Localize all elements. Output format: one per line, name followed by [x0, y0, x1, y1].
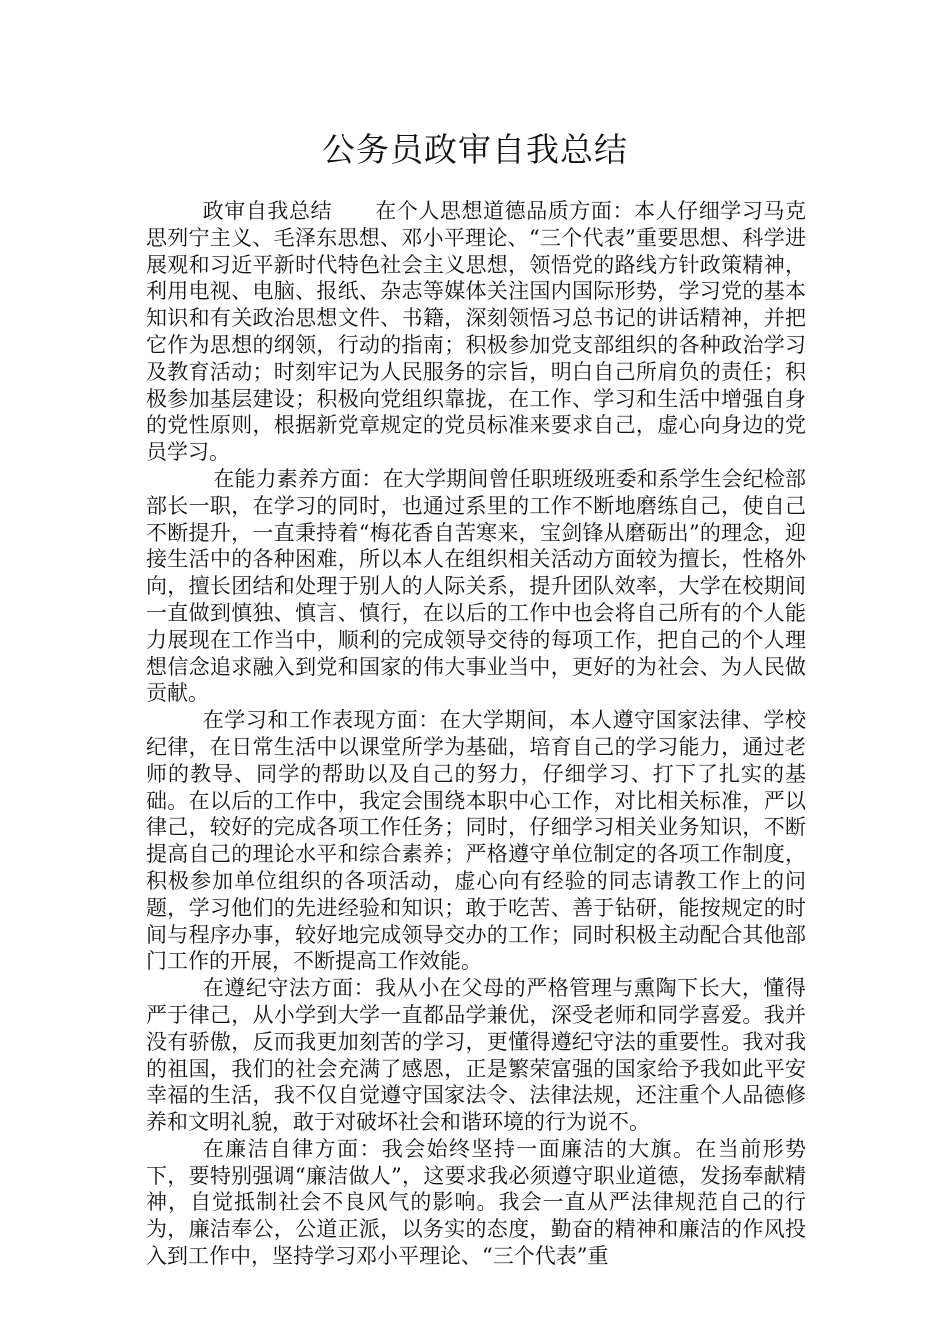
paragraph-ability-quality: 在能力素养方面：在大学期间曾任职班级班委和系学生会纪检部部长一职，在学习的同时，也通过系里的工作不断地磨练自己，使自己不断提升，一直秉持着“梅花香自苦寒来，宝剑锋从磨砺出”的理念，迎接生活中的各种困难，所以本人在组织相关活动方面较为擅长，性格外向，擅长团结和处理于别人的人际关系，提升团队效率，大学在校期间一直做到慎独、慎言、慎行，在以后的工作中也会将自己所有的个人能力展现在工作当中，顺利的完成领导交待的每项工作，把自己的个人理想信念追求融入到党和国家的伟大事业当中，更好的为社会、为人民做贡献。 [146, 466, 806, 706]
paragraph-integrity: 在廉洁自律方面：我会始终坚持一面廉洁的大旗。在当前形势下，要特别强调“廉洁做人”，这要求我必须遵守职业道德，发扬奉献精神，自觉抵制社会不良风气的影响。我会一直从严法律规范自己的行为，廉洁奉公，公道正派，以务实的态度，勤奋的精神和廉洁的作风投入到工作中，坚持学习邓小平理论、“三个代表”重 [146, 1136, 806, 1269]
paragraph-law-abiding: 在遵纪守法方面：我从小在父母的严格管理与熏陶下长大，懂得严于律己，从小学到大学一直都品学兼优，深受老师和同学喜爱。我并没有骄傲，反而我更加刻苦的学习，更懂得遵纪守法的重要性。我对我的祖国，我们的社会充满了感恩，正是繁荣富强的国家给予我如此平安幸福的生活，我不仅自觉遵守国家法令、法律法规，还注重个人品德修养和文明礼貌，敢于对破坏社会和谐环境的行为说不。 [146, 976, 806, 1135]
document-body [146, 198, 806, 1270]
paragraph-study-work: 在学习和工作表现方面：在大学期间，本人遵守国家法律、学校纪律，在日常生活中以课堂所学为基础，培育自己的学习能力，通过老师的教导、同学的帮助以及自己的努力，仔细学习、打下了扎实的基础。在以后的工作中，我定会围绕本职中心工作，对比相关标准，严以律己，较好的完成各项工作任务；同时，仔细学习相关业务知识，不断提高自己的理论水平和综合素养；严格遵守单位制定的各项工作制度，积极参加单位组织的各项活动，虚心向有经验的同志请教工作上的问题，学习他们的先进经验和知识；敢于吃苦、善于钻研，能按规定的时间与程序办事，较好地完成领导交办的工作；同时积极主动配合其他部门工作的开展，不断提高工作效能。 [146, 708, 806, 974]
paragraph-political-morality: 政审自我总结 在个人思想道德品质方面：本人仔细学习马克思列宁主义、毛泽东思想、邓小平理论、“三个代表”重要思想、科学进展观和习近平新时代特色社会主义思想，领悟党的路线方针政策精神，利用电视、电脑、报纸、杂志等媒体关注国内国际形势，学习党的基本知识和有关政治思想文件、书籍，深刻领悟习总书记的讲话精神，并把它作为思想的纲领，行动的指南；积极参加党支部组织的各种政治学习及教育活动；时刻牢记为人民服务的宗旨，明白自己所肩负的责任；积极参加基层建设；积极向党组织靠拢，在工作、学习和生活中增强自身的党性原则，根据新党章规定的党员标准来要求自己，虚心向身边的党员学习。 [146, 199, 806, 465]
document-title: 公务员政审自我总结 [322, 130, 628, 169]
